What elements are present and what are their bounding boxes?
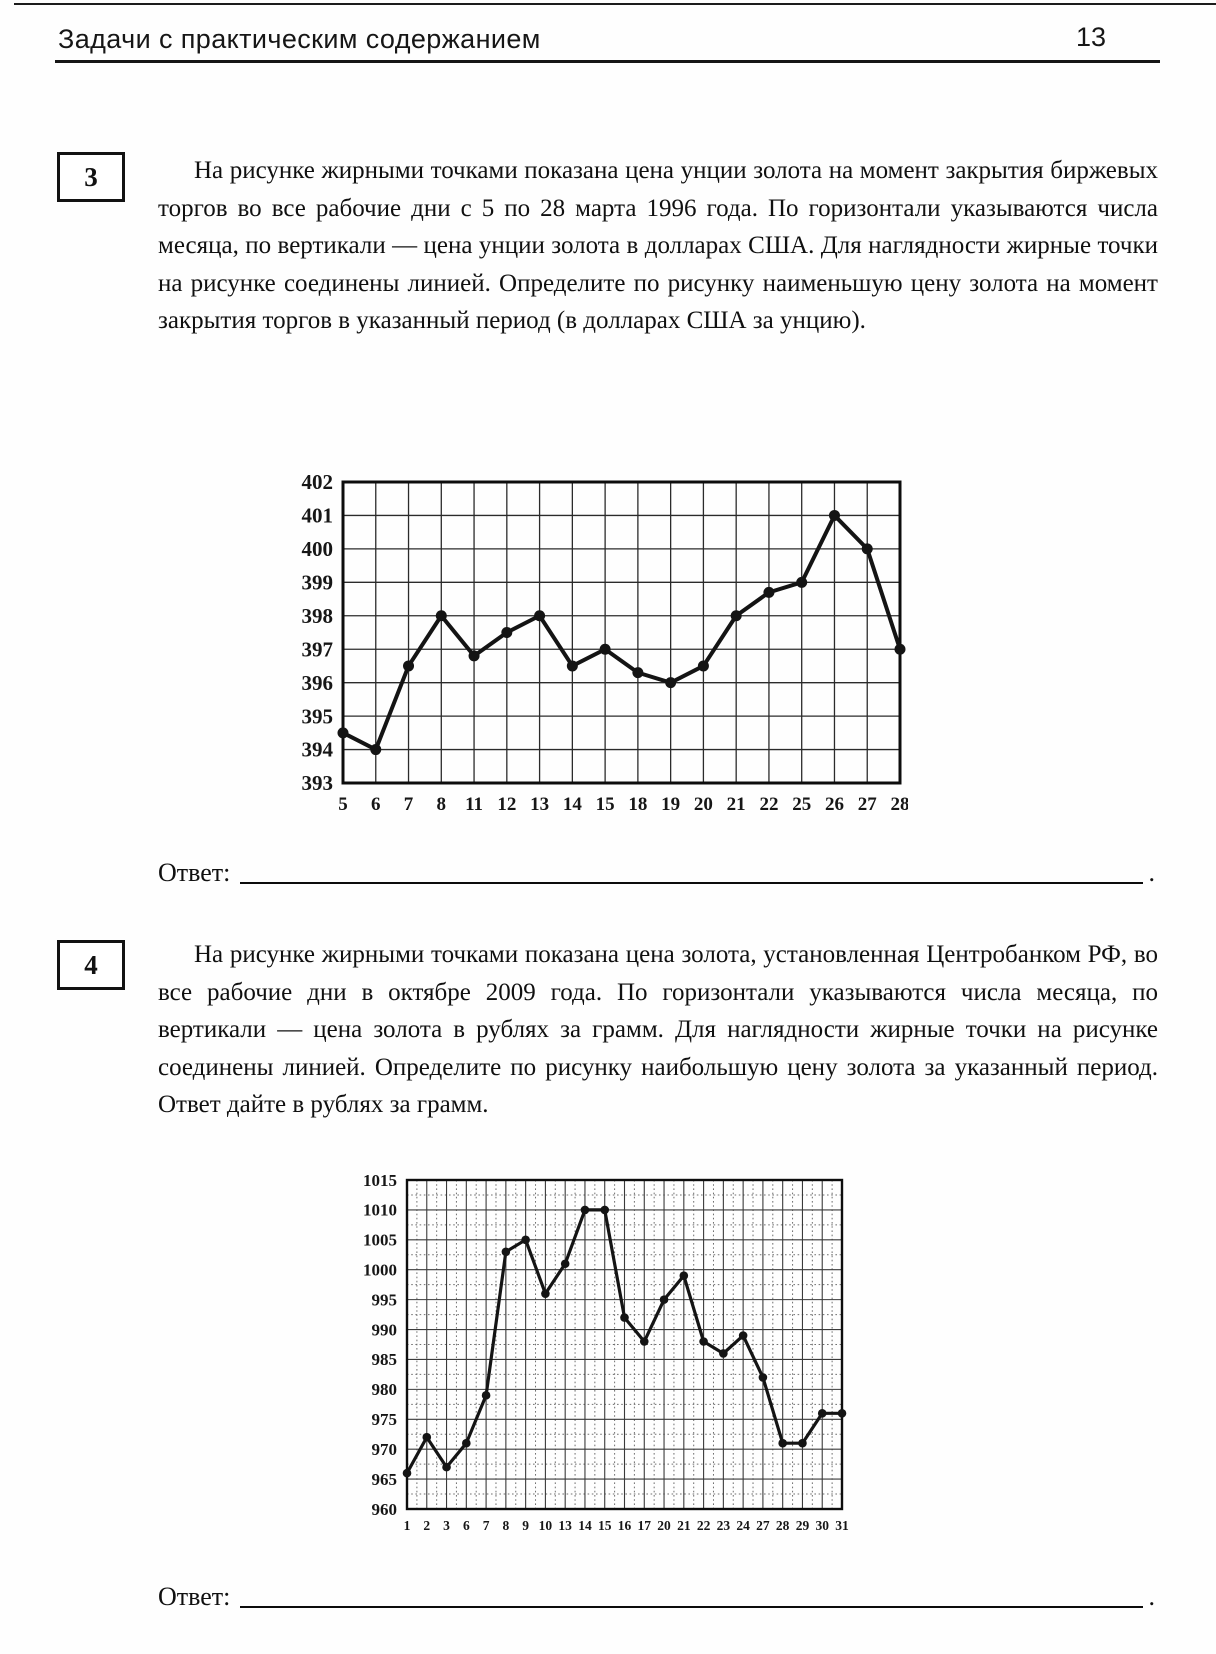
svg-text:980: 980 [371,1380,397,1400]
svg-text:1015: 1015 [363,1170,397,1190]
answer-period: . [1148,1582,1155,1611]
header-divider [55,60,1160,63]
svg-text:19: 19 [661,794,681,815]
svg-text:394: 394 [301,737,333,762]
svg-text:15: 15 [597,1518,612,1533]
svg-text:399: 399 [301,570,333,595]
svg-text:995: 995 [371,1290,397,1310]
svg-text:393: 393 [301,771,333,796]
answer-period: . [1148,858,1155,887]
svg-text:965: 965 [371,1469,397,1489]
svg-text:17: 17 [637,1518,652,1533]
svg-text:6: 6 [462,1518,470,1533]
svg-text:14: 14 [562,794,582,815]
svg-text:22: 22 [696,1518,711,1533]
svg-text:970: 970 [371,1439,397,1459]
svg-text:22: 22 [759,794,779,815]
problem-3-answer-row [158,856,1155,888]
svg-text:1010: 1010 [363,1200,397,1220]
answer-blank-line [240,1580,1142,1608]
problem-3-text: На рисунке жирными точками показана цена унции золота на момент закрытия биржевых торгов во все рабочие дни с 5 по 28 марта 1996 года. По горизонтали указываются числа месяца, по вертикали — цена унции золота в долларах США. Для наглядности жирные точки на рисунке соединены линией. Определите по рисунку наименьшую цену золота на момент закрытия торгов в указанный период (в долларах США за унцию). [158,157,1158,334]
svg-text:21: 21 [726,794,746,815]
svg-text:12: 12 [497,794,517,815]
svg-text:396: 396 [301,670,333,695]
svg-text:7: 7 [482,1518,490,1533]
svg-text:1005: 1005 [363,1230,397,1250]
problem-3-chart-container [288,470,908,824]
gold-price-chart-october-2009 [349,1168,850,1545]
svg-text:1000: 1000 [363,1260,397,1280]
svg-text:14: 14 [578,1518,592,1533]
svg-text:23: 23 [716,1518,731,1533]
svg-text:400: 400 [301,537,333,562]
svg-text:30: 30 [815,1518,829,1533]
page-number: 13 [1075,22,1106,52]
svg-text:27: 27 [857,794,877,815]
svg-text:21: 21 [677,1518,691,1533]
svg-text:28: 28 [890,794,908,815]
svg-text:13: 13 [530,794,550,815]
svg-text:401: 401 [301,503,333,528]
svg-text:397: 397 [301,637,333,662]
svg-text:10: 10 [538,1518,553,1533]
problem-4-answer-row [158,1580,1155,1612]
svg-text:29: 29 [795,1518,810,1533]
problem-4-number-box [57,940,125,990]
svg-text:985: 985 [371,1350,397,1370]
scan-edge-line [14,3,1216,5]
gold-price-chart-march-1996 [288,470,908,819]
svg-text:1: 1 [403,1518,411,1533]
svg-text:27: 27 [756,1518,770,1533]
svg-text:5: 5 [338,794,348,815]
svg-text:2: 2 [423,1518,431,1533]
svg-text:26: 26 [824,794,844,815]
svg-text:402: 402 [301,470,333,495]
svg-text:11: 11 [465,794,484,815]
problem-4-number: 4 [84,949,98,980]
svg-text:20: 20 [693,794,713,815]
svg-text:8: 8 [502,1518,510,1533]
page-title: Задачи с практическим содержанием [58,24,541,54]
svg-text:8: 8 [436,794,447,815]
answer-label: Ответ: [158,1582,231,1611]
problem-4-chart-container [349,1168,850,1550]
svg-text:3: 3 [443,1518,450,1533]
svg-text:990: 990 [371,1320,397,1340]
svg-text:7: 7 [403,794,414,815]
svg-text:960: 960 [371,1499,397,1519]
svg-text:25: 25 [792,794,812,815]
answer-label: Ответ: [158,858,231,887]
problem-3-number: 3 [84,161,98,192]
svg-text:28: 28 [775,1518,790,1533]
svg-text:975: 975 [371,1410,397,1430]
svg-text:16: 16 [617,1518,632,1533]
problem-4-text: На рисунке жирными точками показана цена золота, установленная Центробанком РФ, во все рабочие дни в октябре 2009 года. По горизонтали указываются числа месяца, по вертикали — цена золота в рублях за грамм. Для наглядности жирные точки на рисунке соединены линией. Определите по рисунку наибольшую цену золота за указанный период. Ответ дайте в рублях за грамм. [158,941,1158,1118]
svg-text:6: 6 [371,794,381,815]
problem-3-number-box [57,152,125,202]
svg-text:20: 20 [657,1518,671,1533]
svg-text:398: 398 [301,603,333,628]
svg-text:18: 18 [628,794,648,815]
svg-text:9: 9 [522,1518,530,1533]
svg-text:395: 395 [301,704,333,729]
svg-text:31: 31 [835,1518,849,1533]
answer-blank-line [240,856,1142,884]
svg-text:15: 15 [595,794,615,815]
svg-text:24: 24 [736,1518,750,1533]
svg-text:13: 13 [558,1518,572,1533]
